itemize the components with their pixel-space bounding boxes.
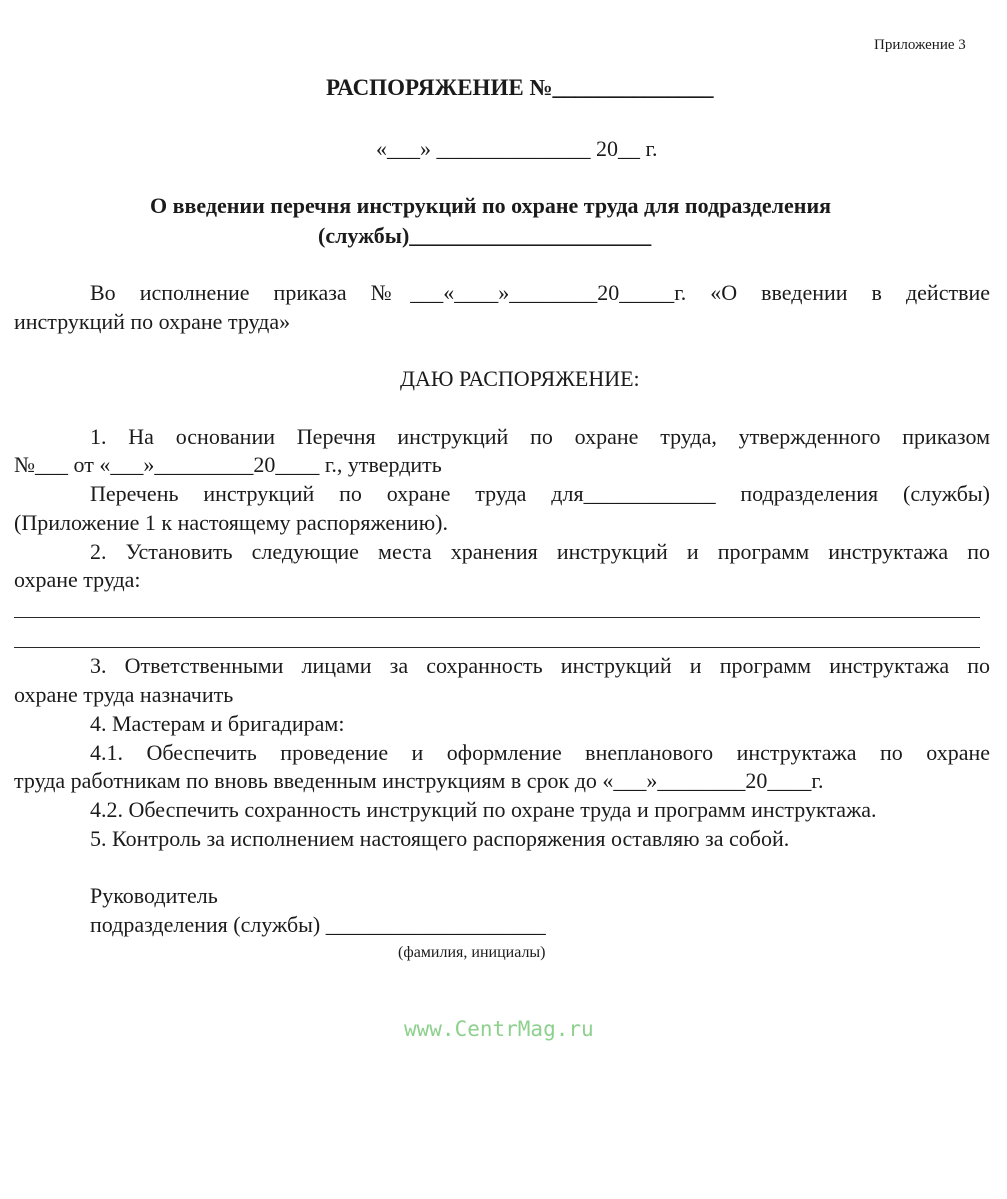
item-5: 5. Контроль за исполнением настоящего распоряжения оставляю за собой. (90, 826, 790, 851)
item-1-line-4: (Приложение 1 к настоящему распоряжению). (14, 510, 448, 535)
item-2-line-2: охране труда: (14, 567, 141, 592)
item-3-line-2: охране труда назначить (14, 682, 234, 707)
subject-line-1: О введении перечня инструкций по охране труда для подразделения (150, 193, 832, 218)
signature-caption: (фамилия, инициалы) (398, 944, 546, 961)
blank-rule-1 (14, 617, 980, 618)
subject-line-2: (службы)______________________ (318, 223, 652, 248)
item-1-line-3: Перечень инструкций по охране труда для____________ подразделения (службы) (90, 481, 990, 506)
signature-title-line-1: Руководитель (90, 883, 218, 908)
preamble-line-2: инструкций по охране труда» (14, 309, 291, 334)
item-4-2: 4.2. Обеспечить сохранность инструкций по охране труда и программ инструктажа. (90, 797, 877, 822)
signature-title-line-2: подразделения (службы) ____________________ (90, 912, 546, 937)
order-heading: ДАЮ РАСПОРЯЖЕНИЕ: (400, 366, 640, 391)
item-2-line-1: 2. Установить следующие места хранения инструкций и программ инструктажа по (90, 539, 990, 564)
watermark: www.CentrMag.ru (404, 1017, 594, 1041)
item-4-1-line-1: 4.1. Обеспечить проведение и оформление внепланового инструктажа по охране (90, 740, 990, 765)
appendix-label: Приложение 3 (874, 37, 966, 53)
item-3-line-1: 3. Ответственными лицами за сохранность инструкций и программ инструктажа по (90, 653, 990, 678)
blank-rule-2 (14, 647, 980, 648)
date-line: «___» ______________ 20__ г. (376, 136, 658, 161)
item-4-1-line-2: труда работникам по вновь введенным инструкциям в срок до «___»________20____г. (14, 768, 824, 793)
item-4: 4. Мастерам и бригадирам: (90, 711, 345, 736)
document-title: РАСПОРЯЖЕНИЕ №______________ (326, 75, 714, 100)
item-1-line-2: №___ от «___»_________20____ г., утвердить (14, 452, 442, 477)
item-1-line-1: 1. На основании Перечня инструкций по охране труда, утвержденного приказом (90, 424, 990, 449)
preamble-line-1: Во исполнение приказа №___«____»________20_____г. «О введении в действие (90, 280, 990, 305)
